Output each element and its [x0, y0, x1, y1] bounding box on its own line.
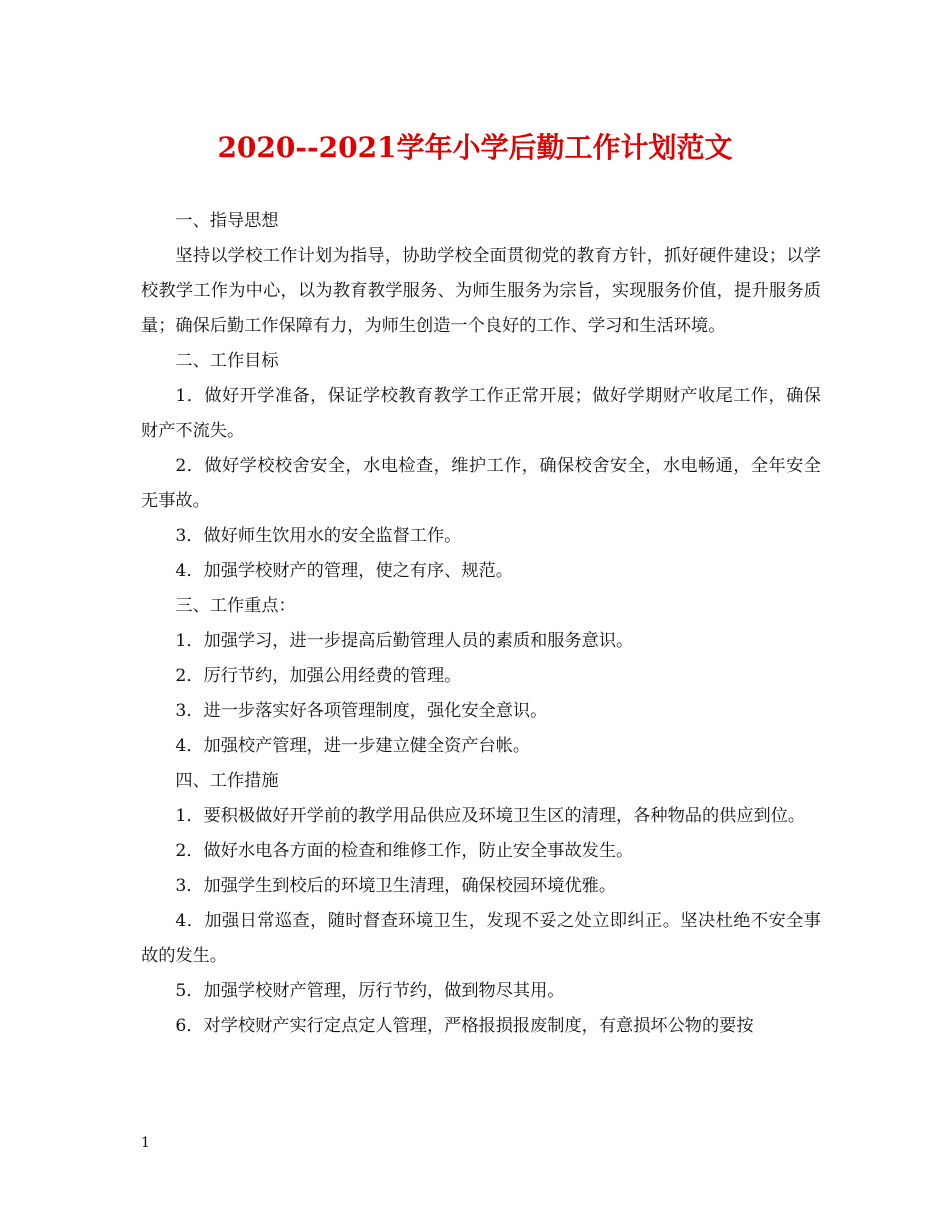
- paragraph-guiding-ideology: 坚持以学校工作计划为指导，协助学校全面贯彻党的教育方针，抓好硬件建设；以学校教学工作为中心，以为教育教学服务、为师生服务为宗旨，实现服务价值，提升服务质量；确保后勤工作保障有力，为师生创造一个良好的工作、学习和生活环境。: [141, 246, 821, 336]
- measure-item-5: 5．加强学校财产管理，厉行节约，做到物尽其用。: [175, 981, 565, 1001]
- focus-item-4: 4．加强校产管理，进一步建立健全资产台帐。: [175, 736, 531, 756]
- measure-item-3: 3．加强学生到校后的环境卫生清理，确保校园环境优雅。: [175, 876, 617, 896]
- measure-item-1: 1．要积极做好开学前的教学用品供应及环境卫生区的清理，各种物品的供应到位。: [175, 806, 806, 826]
- heading-work-measures: 四、工作措施: [175, 771, 279, 791]
- heading-guiding-ideology: 一、指导思想: [175, 211, 279, 231]
- page-number: 1: [141, 1135, 150, 1151]
- goal-item-3: 3．做好师生饮用水的安全监督工作。: [175, 526, 462, 546]
- document-title: 2020--2021学年小学后勤工作计划范文: [217, 131, 733, 164]
- goal-item-4: 4．加强学校财产的管理，使之有序、规范。: [175, 561, 513, 581]
- heading-work-focus: 三、工作重点：: [175, 596, 296, 616]
- heading-work-goals: 二、工作目标: [175, 351, 279, 371]
- goal-item-1: 1．做好开学准备，保证学校教育教学工作正常开展；做好学期财产收尾工作，确保财产不流失。: [141, 386, 821, 441]
- focus-item-3: 3．进一步落实好各项管理制度，强化安全意识。: [175, 701, 548, 721]
- measure-item-2: 2．做好水电各方面的检查和维修工作，防止安全事故发生。: [175, 841, 634, 861]
- focus-item-1: 1．加强学习，进一步提高后勤管理人员的素质和服务意识。: [175, 631, 634, 651]
- document-body: [141, 204, 821, 1044]
- measure-item-4: 4．加强日常巡查，随时督查环境卫生，发现不妥之处立即纠正。坚决杜绝不安全事故的发生。: [141, 911, 821, 966]
- goal-item-2: 2．做好学校校舍安全，水电检查，维护工作，确保校舍安全，水电畅通，全年安全无事故。: [141, 456, 821, 511]
- measure-item-6: 6．对学校财产实行定点定人管理，严格报损报废制度，有意损坏公物的要按: [175, 1016, 754, 1036]
- focus-item-2: 2．厉行节约，加强公用经费的管理。: [175, 666, 462, 686]
